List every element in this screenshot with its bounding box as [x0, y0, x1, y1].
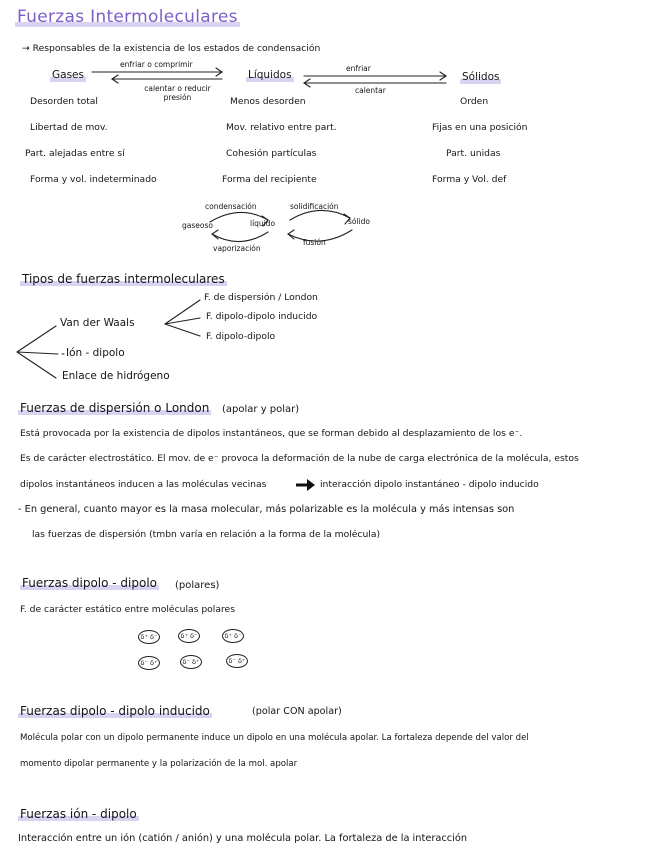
molecule: δ⁻ δ⁺: [138, 656, 160, 670]
state-liquidos: Líquidos: [248, 69, 292, 81]
tipo-london: F. de dispersión / London: [204, 292, 318, 303]
label-calentar: calentar: [355, 86, 386, 95]
molecule: δ⁻ δ⁺: [226, 654, 248, 668]
cycle-vaporizacion: vaporización: [213, 244, 261, 253]
ion-heading: Fuerzas ión - dipolo: [20, 807, 137, 821]
tipo-inducido: F. dipolo-dipolo inducido: [206, 311, 318, 322]
london-line: Está provocada por la existencia de dipolos instantáneos, que se forman debido al desplazamiento de los e⁻.: [20, 428, 523, 439]
inducido-note: (polar CON apolar): [252, 706, 342, 717]
tipo-dipolo: F. dipolo-dipolo: [206, 331, 276, 342]
molecule: δ⁺ δ⁻: [222, 629, 244, 643]
page-title: Fuerzas Intermoleculares: [17, 7, 238, 27]
state-gases: Gases: [52, 69, 84, 81]
branch-vdw: [17, 326, 56, 352]
inducido-heading: Fuerzas dipolo - dipolo inducido: [20, 704, 210, 718]
arrowhead: [112, 75, 118, 83]
gases-item: Part. alejadas entre sí: [25, 148, 125, 159]
label-enfriar: enfriar: [346, 64, 371, 73]
state-solidos: Sólidos: [462, 71, 500, 83]
branch-hidrogeno: [17, 352, 56, 378]
solidos-item: Forma y Vol. def: [432, 174, 507, 185]
london-line: las fuerzas de dispersión (tmbn varía en relación a la forma de la molécula): [32, 529, 381, 540]
solidos-item: Part. unidas: [446, 148, 501, 159]
dipolo-heading: Fuerzas dipolo - dipolo: [22, 576, 158, 590]
label-enfriar-comprimir: enfriar o comprimir: [120, 60, 193, 69]
london-line: - En general, cuanto mayor es la masa molecular, más polarizable es la molécula y más intensas son: [18, 504, 515, 515]
cycle-solido: sólido: [348, 217, 371, 226]
london-line: dipolos instantáneos inducen a las moléculas vecinas: [20, 479, 267, 490]
dipolo-note: (polares): [175, 580, 220, 591]
branch-inducido: [165, 318, 200, 324]
london-line: interacción dipolo instantáneo - dipolo inducido: [320, 479, 539, 490]
intro-line: → Responsables de la existencia de los estados de condensación: [22, 43, 321, 54]
label-calentar-reducir: calentar o reducir presión: [144, 84, 211, 103]
arrowhead: [212, 230, 218, 239]
arrow-london: [296, 479, 315, 491]
cycle-gaseoso: gaseoso: [182, 221, 213, 230]
branch-dipolo: [165, 324, 200, 336]
cycle-condensacion: condensación: [205, 202, 257, 211]
liquidos-item: Mov. relativo entre part.: [226, 122, 337, 133]
gases-item: Forma y vol. indeterminado: [30, 174, 157, 185]
arrowhead: [216, 68, 222, 76]
arrowhead: [288, 230, 294, 239]
gases-item: Libertad de mov.: [30, 122, 108, 133]
inducido-line: momento dipolar permanente y la polarización de la mol. apolar: [20, 759, 298, 769]
arrow-solidificacion: [290, 210, 350, 220]
cycle-solidificacion: solidificación: [290, 202, 339, 211]
liquidos-item: Cohesión partículas: [226, 148, 317, 159]
molecule: δ⁺ δ⁻: [178, 629, 200, 643]
inducido-line: Molécula polar con un dipolo permanente induce un dipolo en una molécula apolar. La fortaleza depende del valor del: [20, 733, 529, 743]
gases-item: Desorden total: [30, 96, 98, 107]
branch-ion: [17, 352, 58, 354]
arrowhead: [304, 79, 310, 87]
liquidos-item: Menos desorden: [230, 96, 306, 107]
london-note: (apolar y polar): [222, 404, 300, 415]
london-heading: Fuerzas de dispersión o London: [20, 401, 210, 415]
tipos-heading: Tipos de fuerzas intermoleculares: [22, 272, 225, 286]
cycle-liquido: líquido: [250, 219, 276, 228]
cycle-fusion: fusión: [303, 238, 326, 247]
solidos-item: Orden: [460, 96, 489, 107]
dipolo-line: F. de carácter estático entre moléculas polares: [20, 604, 235, 615]
tipo-enlace-hidrogeno: Enlace de hidrógeno: [62, 370, 170, 382]
ion-line: Interacción entre un ión (catión / anión) y una molécula polar. La fortaleza de la interacción: [18, 833, 468, 844]
molecule: δ⁻ δ⁺: [180, 655, 202, 669]
arrowhead: [440, 72, 446, 80]
solidos-item: Fijas en una posición: [432, 122, 528, 133]
branch-london: [165, 300, 200, 324]
london-line: Es de carácter electrostático. El mov. de e⁻ provoca la deformación de la nube de carga electrónica de la molécula, estos: [20, 453, 579, 464]
molecule: δ⁺ δ⁻: [138, 630, 160, 644]
tipo-van-der-waals: Van der Waals: [60, 317, 135, 329]
liquidos-item: Forma del recipiente: [222, 174, 317, 185]
tipo-ion-dipolo: Ión - dipolo: [66, 347, 125, 359]
arrow-vaporizacion: [212, 232, 268, 242]
